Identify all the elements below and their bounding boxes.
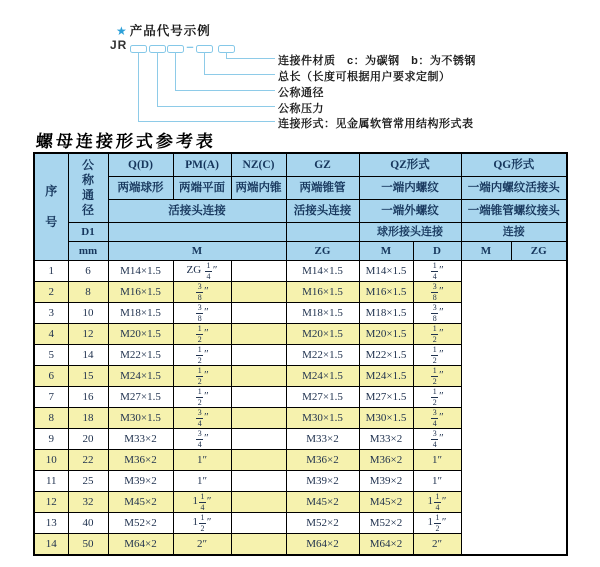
cell-thread-m: M39×2: [108, 471, 173, 492]
cell-gz: 1 $\frac{1}{4}$ ″: [173, 492, 231, 513]
cell-dn-mm: 12: [68, 324, 108, 345]
header-mm: mm: [68, 242, 108, 261]
cell-serial: 2: [34, 282, 68, 303]
table-row: [34, 429, 567, 450]
diagram-title-text: 产品代号示例: [129, 24, 211, 38]
fraction: $\frac{1}{4}$: [200, 492, 205, 512]
cell-qg-zg: $\frac{1}{2}$ ″: [413, 324, 461, 345]
cell-qg-zg: 1″: [413, 450, 461, 471]
fraction: $\frac{3}{4}$: [432, 429, 437, 449]
table-title: 螺母连接形式参考表: [35, 132, 217, 152]
cell-gz: 1″: [173, 450, 231, 471]
fraction: $\frac{1}{2}$: [197, 387, 202, 407]
header-d1-blank: [108, 223, 286, 242]
cell-qz-d: M20×1.5: [286, 324, 359, 345]
table-row: [34, 513, 567, 534]
cell-serial: 6: [34, 366, 68, 387]
cell-thread-m: M14×1.5: [108, 261, 173, 282]
table-row: [34, 345, 567, 366]
cell-dn-mm: 6: [68, 261, 108, 282]
fraction: $\frac{1}{4}$: [206, 261, 211, 281]
cell-gz: $\frac{3}{8}$ ″: [173, 282, 231, 303]
header-gz: GZ: [286, 153, 359, 177]
cell-serial: 10: [34, 450, 68, 471]
cell-qg-zg: 1″: [413, 471, 461, 492]
table-row: [34, 450, 567, 471]
cell-dn-mm: 22: [68, 450, 108, 471]
star-icon: ★: [116, 24, 128, 38]
header-qz-external-thread: 一端外螺纹: [359, 200, 461, 223]
cell-qg-m: M52×2: [359, 513, 413, 534]
cell-thread-m: M18×1.5: [108, 303, 173, 324]
cell-thread-m: M64×2: [108, 534, 173, 556]
cell-qg-m: M20×1.5: [359, 324, 413, 345]
cell-thread-m: M27×1.5: [108, 387, 173, 408]
header-union-connection: 活接头连接: [108, 200, 286, 223]
fraction: $\frac{3}{4}$: [197, 408, 202, 428]
header-d1-blank-gz: [286, 223, 359, 242]
cell-qg-zg: 1 $\frac{1}{4}$ ″: [413, 492, 461, 513]
cell-qg-zg: $\frac{1}{2}$ ″: [413, 345, 461, 366]
cell-qg-m: M14×1.5: [359, 261, 413, 282]
header-pm-desc: 两端平面: [173, 177, 231, 200]
cell-qz-m: [231, 387, 286, 408]
header-qz-m: M: [359, 242, 413, 261]
cell-thread-m: M52×2: [108, 513, 173, 534]
cell-qg-zg: $\frac{1}{2}$ ″: [413, 366, 461, 387]
fraction: $\frac{1}{4}$: [435, 492, 440, 512]
cell-qz-d: M14×1.5: [286, 261, 359, 282]
cell-qz-m: [231, 282, 286, 303]
fraction: $\frac{1}{2}$: [432, 345, 437, 365]
table-row: [34, 534, 567, 556]
cell-qg-m: M22×1.5: [359, 345, 413, 366]
fraction: $\frac{1}{2}$: [197, 324, 202, 344]
cell-qz-d: M33×2: [286, 429, 359, 450]
cell-thread-m: M30×1.5: [108, 408, 173, 429]
cell-qg-m: M24×1.5: [359, 366, 413, 387]
header-d1: D1: [68, 223, 108, 242]
cell-dn-mm: 10: [68, 303, 108, 324]
table-row: [34, 387, 567, 408]
cell-qg-m: M36×2: [359, 450, 413, 471]
header-pm: PM(A): [173, 153, 231, 177]
cell-qz-d: M64×2: [286, 534, 359, 556]
table-row: [34, 492, 567, 513]
cell-gz: 2″: [173, 534, 231, 556]
fraction: $\frac{1}{2}$: [432, 387, 437, 407]
label-connection-form: 连接形式：见金属软管常用结构形式表: [278, 118, 474, 130]
cell-dn-mm: 14: [68, 345, 108, 366]
table-row: [34, 303, 567, 324]
diagram-title: [116, 21, 211, 39]
cell-qz-d: M45×2: [286, 492, 359, 513]
cell-serial: 4: [34, 324, 68, 345]
cell-dn-mm: 15: [68, 366, 108, 387]
header-q-desc: 两端球形: [108, 177, 173, 200]
cell-dn-mm: 8: [68, 282, 108, 303]
fraction: $\frac{3}{4}$: [197, 429, 202, 449]
cell-qz-d: M52×2: [286, 513, 359, 534]
header-qg: QG形式: [461, 153, 567, 177]
cell-gz: $\frac{1}{2}$ ″: [173, 324, 231, 345]
cell-qg-zg: $\frac{1}{2}$ ″: [413, 387, 461, 408]
cell-qg-m: M27×1.5: [359, 387, 413, 408]
header-gz-desc: 两端锥管: [286, 177, 359, 200]
cell-gz: $\frac{3}{8}$ ″: [173, 303, 231, 324]
table-row: [34, 366, 567, 387]
cell-qz-d: M18×1.5: [286, 303, 359, 324]
cell-qg-zg: $\frac{3}{4}$ ″: [413, 429, 461, 450]
header-qg-m: M: [461, 242, 511, 261]
nut-connection-reference-table: [33, 152, 568, 556]
header-nominal-diameter: 公称通径: [68, 153, 108, 223]
cell-qz-m: [231, 345, 286, 366]
product-code-prefix: JR: [110, 38, 128, 52]
cell-thread-m: M45×2: [108, 492, 173, 513]
header-qg-desc: 一端内螺纹活接头: [461, 177, 567, 200]
cell-gz: $\frac{3}{4}$ ″: [173, 429, 231, 450]
header-qz-ball-joint: 球形接头连接: [359, 223, 461, 242]
cell-qz-m: [231, 366, 286, 387]
cell-dn-mm: 25: [68, 471, 108, 492]
table-row: [34, 282, 567, 303]
cell-qz-m: [231, 450, 286, 471]
cell-qg-m: M30×1.5: [359, 408, 413, 429]
cell-dn-mm: 32: [68, 492, 108, 513]
cell-thread-m: M33×2: [108, 429, 173, 450]
fraction: $\frac{1}{2}$: [197, 366, 202, 386]
header-qz-desc: 一端内螺纹: [359, 177, 461, 200]
table-row: [34, 408, 567, 429]
table-row: [34, 471, 567, 492]
cell-qg-m: M16×1.5: [359, 282, 413, 303]
header-gz-union: 活接头连接: [286, 200, 359, 223]
cell-qz-d: M27×1.5: [286, 387, 359, 408]
connector-line-connection-form: [138, 52, 275, 122]
cell-thread-m: M36×2: [108, 450, 173, 471]
cell-serial: 12: [34, 492, 68, 513]
cell-qz-d: M24×1.5: [286, 366, 359, 387]
fraction: $\frac{1}{2}$: [432, 324, 437, 344]
cell-dn-mm: 20: [68, 429, 108, 450]
header-q: Q(D): [108, 153, 173, 177]
fraction: $\frac{3}{4}$: [432, 408, 437, 428]
cell-dn-mm: 50: [68, 534, 108, 556]
fraction: $\frac{1}{2}$: [200, 513, 205, 533]
table-row: [34, 324, 567, 345]
cell-qz-d: M22×1.5: [286, 345, 359, 366]
header-zg: ZG: [286, 242, 359, 261]
cell-dn-mm: 18: [68, 408, 108, 429]
fraction: $\frac{3}{8}$: [197, 282, 202, 302]
cell-serial: 9: [34, 429, 68, 450]
cell-thread-m: M24×1.5: [108, 366, 173, 387]
cell-qg-m: M33×2: [359, 429, 413, 450]
fraction: $\frac{1}{2}$: [197, 345, 202, 365]
header-serial: 序号: [34, 153, 68, 261]
header-qg-connection: 连接: [461, 223, 567, 242]
cell-qg-m: M64×2: [359, 534, 413, 556]
cell-serial: 8: [34, 408, 68, 429]
cell-qz-m: [231, 492, 286, 513]
fraction: $\frac{1}{4}$: [432, 261, 437, 281]
cell-qz-m: [231, 324, 286, 345]
label-nominal-pressure: 公称压力: [278, 103, 324, 115]
label-material: 连接件材质 c：为碳钢 b：为不锈钢: [278, 55, 476, 67]
header-qz: QZ形式: [359, 153, 461, 177]
cell-qz-d: M36×2: [286, 450, 359, 471]
header-qg-zg: ZG: [511, 242, 567, 261]
label-total-length: 总长（长度可根据用户要求定制）: [278, 71, 451, 83]
fraction: $\frac{3}{8}$: [432, 282, 437, 302]
cell-qz-d: M16×1.5: [286, 282, 359, 303]
cell-qg-zg: $\frac{1}{4}$ ″: [413, 261, 461, 282]
header-thread-m: M: [108, 242, 286, 261]
cell-qg-m: M45×2: [359, 492, 413, 513]
code-dash: –: [186, 39, 194, 54]
cell-serial: 7: [34, 387, 68, 408]
fraction: $\frac{1}{2}$: [432, 366, 437, 386]
cell-qg-zg: $\frac{3}{4}$ ″: [413, 408, 461, 429]
cell-qg-zg: 2″: [413, 534, 461, 556]
cell-qz-d: M39×2: [286, 471, 359, 492]
cell-qz-m: [231, 303, 286, 324]
cell-qz-m: [231, 513, 286, 534]
cell-gz: $\frac{3}{4}$ ″: [173, 408, 231, 429]
label-nominal-diameter: 公称通径: [278, 87, 324, 99]
cell-gz: 1″: [173, 471, 231, 492]
cell-qg-m: M18×1.5: [359, 303, 413, 324]
cell-qg-zg: 1 $\frac{1}{2}$ ″: [413, 513, 461, 534]
cell-thread-m: M22×1.5: [108, 345, 173, 366]
cell-qz-m: [231, 534, 286, 556]
cell-qg-zg: $\frac{3}{8}$ ″: [413, 303, 461, 324]
cell-qz-m: [231, 429, 286, 450]
cell-serial: 13: [34, 513, 68, 534]
cell-qg-zg: $\frac{3}{8}$ ″: [413, 282, 461, 303]
cell-qz-d: M30×1.5: [286, 408, 359, 429]
cell-serial: 5: [34, 345, 68, 366]
table-row: [34, 261, 567, 282]
header-qg-taper-joint: 一端锥管螺纹接头: [461, 200, 567, 223]
fraction: $\frac{3}{8}$: [197, 303, 202, 323]
cell-qz-m: [231, 471, 286, 492]
header-nz: NZ(C): [231, 153, 286, 177]
fraction: $\frac{1}{2}$: [435, 513, 440, 533]
cell-qg-m: M39×2: [359, 471, 413, 492]
cell-gz: $\frac{1}{2}$ ″: [173, 387, 231, 408]
cell-serial: 3: [34, 303, 68, 324]
cell-gz: ZG $\frac{1}{4}$ ″: [173, 261, 231, 282]
cell-dn-mm: 16: [68, 387, 108, 408]
cell-gz: 1 $\frac{1}{2}$ ″: [173, 513, 231, 534]
cell-dn-mm: 40: [68, 513, 108, 534]
cell-gz: $\frac{1}{2}$ ″: [173, 366, 231, 387]
cell-serial: 14: [34, 534, 68, 556]
cell-gz: $\frac{1}{2}$ ″: [173, 345, 231, 366]
cell-serial: 11: [34, 471, 68, 492]
cell-serial: 1: [34, 261, 68, 282]
cell-qz-m: [231, 261, 286, 282]
header-nz-desc: 两端内锥: [231, 177, 286, 200]
cell-qz-m: [231, 408, 286, 429]
cell-thread-m: M16×1.5: [108, 282, 173, 303]
header-qz-d: D: [413, 242, 461, 261]
fraction: $\frac{3}{8}$: [432, 303, 437, 323]
cell-thread-m: M20×1.5: [108, 324, 173, 345]
